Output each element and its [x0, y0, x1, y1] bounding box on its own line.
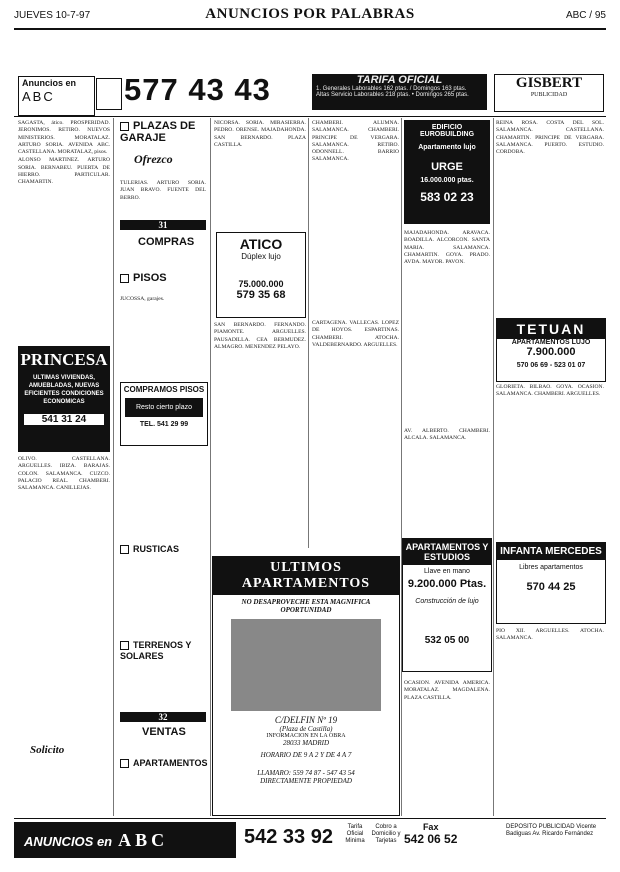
section-rusticas-label: RUSTICAS [133, 544, 180, 554]
classified-column-3 [214, 120, 306, 226]
compramos-title: COMPRAMOS PISOS [123, 385, 205, 394]
column-divider [493, 118, 494, 816]
classified-column-5b [404, 428, 490, 532]
classified-column-2b [120, 296, 206, 376]
classified-column-1 [18, 120, 110, 342]
footer-anuncios-bar [14, 822, 236, 858]
gisbert-sub: PUBLICIDAD [530, 92, 568, 98]
section-rusticas [120, 544, 179, 554]
ventas-number: 32 [120, 712, 206, 722]
tarifa-box [312, 74, 487, 110]
ultimos-addr: C/DELFIN Nº 19 [274, 715, 338, 725]
ultimos-plaza: (Plaza de Castilla) [279, 725, 333, 733]
princesa-ad [18, 346, 110, 452]
classified-text: JUCOSSA, garajes. [120, 296, 165, 302]
apartamentos-estudios-ad [402, 538, 492, 672]
classified-text: CARTAGENA. VALLECAS. LOPEZ DE HOYOS. ESPARTINAS. CHAMBERI. ATOCHA. VALDEBERNARDO. ARGUELLES. [312, 320, 399, 348]
classified-text: NICORSA. SORIA. MIRASIERRA. PEDRO. ORENSE. MAJADAHONDA. SAN BERNARDO. PLAZA CASTILLA. [214, 120, 306, 148]
compras-number: 31 [120, 220, 206, 230]
banner-box-line1: Anuncios en [22, 78, 77, 88]
apart-const: Construcción de lujo [415, 598, 479, 605]
edificio-phone: 583 02 23 [420, 190, 474, 204]
solicito-heading: Solicito [30, 744, 65, 756]
classified-column-3b [214, 322, 306, 548]
ofrezco-heading: Ofrezco [134, 152, 173, 166]
apart-title: APARTAMENTOS Y ESTUDIOS [403, 539, 491, 565]
building-photo [231, 619, 381, 711]
edificio-text: Apartamento lujo [418, 144, 476, 151]
apart-price: 9.200.000 Ptas. [407, 578, 487, 590]
compramos-phone: TEL. 541 29 99 [139, 421, 189, 428]
edificio-title: EDIFICIO EUROBUILDING [419, 124, 475, 138]
classified-column-1b [18, 456, 110, 742]
ventas-heading: VENTAS [142, 726, 186, 738]
atico-phone: 579 35 68 [236, 289, 286, 301]
classified-text: CHAMBERI. ALUMNA. SALAMANCA. CHAMBERI. PRINCIPE DE VERGARA. SALAMANCA. RETIRO. ODONNELL. BARRIO SALAMANCA. [312, 120, 399, 163]
page-number: ABC / 95 [565, 10, 606, 21]
tetuan-phone: 570 06 69 - 523 01 07 [516, 362, 586, 369]
section-terrenos-label: TERRENOS Y SOLARES [120, 640, 192, 661]
atico-price: 75.000.000 [238, 279, 284, 289]
footer-rule [14, 818, 606, 819]
apart-sub: Llave en mano [424, 568, 470, 575]
infanta-title: INFANTA MERCEDES [497, 543, 605, 560]
footer-phone: 542 33 92 [244, 826, 333, 848]
classified-text: TULERIAS. ARTURO SORIA. JUAN BRAVO. FUENTE DEL BERRO. [120, 180, 206, 201]
tetuan-price: 7.900.000 [526, 346, 576, 358]
classified-text: PIO XII. ARGUELLES. ATOCHA. SALAMANCA. [496, 628, 604, 642]
classified-text: SAGASTA, ático. PROSPERIDAD. JERONIMOS. RETIRO. NUEVOS MINISTERIOS. MORATALAZ. ARTURO SORIA. AVENIDA ABC. CASTELLANA. MORATALAZ, pisos. [18, 120, 110, 156]
classified-text: REINA ROSA. COSTA DEL SOL. SALAMANCA. CASTELLANA. CHAMARTIN. PRINCIPE DE VERGARA. SALAMANCA. PUERTO. ESTUDIO. CORDOBA. [496, 120, 604, 156]
classified-column-4 [312, 120, 399, 316]
compramos-sub: Resto cierto plazo [125, 398, 203, 417]
classified-column-4b [312, 320, 399, 548]
ultimos-city: 28033 MADRID [282, 739, 330, 747]
footer-deposito: DEPOSITO PUBLICIDAD Vicente Badiguas Av. Ricardo Fernández [506, 824, 597, 837]
classified-column-5c [404, 680, 490, 814]
gisbert-logo [494, 74, 604, 112]
gisbert-name: GISBERT [515, 75, 583, 91]
atico-title: ATICO [239, 236, 283, 252]
infanta-sub: Libres apartamentos [519, 564, 583, 571]
classified-text: MAJADAHONDA. ARAVACA. BOADILLA. ALCORCON. SANTA MARIA. SALAMANCA. CHAMARTIN. GOYA. PRADO. AVDA. MAYOR. PAVON. [404, 230, 490, 266]
classified-text: GLORIETA. BILBAO. GOYA. OCASION. SALAMANCA. CHAMBERI. ARGUELLES. [496, 384, 604, 398]
tarifa-title: TARIFA OFICIAL [356, 74, 443, 86]
classified-text: ALONSO MARTINEZ. ARTURO SORIA. BERNABEU. PUERTA DE HIERRO. PARTICULAR. CHAMARTIN. [18, 157, 110, 186]
section-terrenos [120, 640, 206, 662]
atico-sub: Dúplex lujo [241, 252, 281, 261]
checkbox-icon [120, 545, 129, 554]
section-apartamentos [120, 758, 208, 768]
ultimos-phone: LLAMARO: 559 74 87 - 547 43 54 [257, 769, 355, 777]
anuncios-abc-box [18, 76, 95, 116]
banner-rule [14, 116, 606, 117]
column-divider [401, 118, 402, 816]
tarifa-line1: 1. Generales Laborables 162 ptas. / Domingos 163 ptas. [316, 86, 467, 92]
column-divider [308, 118, 309, 548]
checkbox-icon [120, 759, 129, 768]
classified-column-5 [404, 230, 490, 426]
princesa-lines: ULTIMAS VIVIENDAS, AMUEBLADAS, NUEVAS EFICIENTES CONDICIONES ECONOMICAS [24, 375, 104, 405]
section-garaje-label: PLAZAS DE GARAJE [120, 120, 196, 144]
classified-text: AV. ALBERTO. CHAMBERI. ALCALA. SALAMANCA. [404, 428, 490, 442]
tetuan-ad [496, 318, 606, 382]
column-divider [210, 118, 211, 816]
compras-heading: COMPRAS [138, 236, 195, 248]
footer-anuncios-en: ANUNCIOS en [24, 834, 113, 849]
atico-ad [216, 232, 306, 318]
footer-cobro: Cobro a Domicilio y Tarjetas [371, 824, 401, 844]
ultimos-title: ULTIMOS APARTAMENTOS [213, 557, 399, 595]
princesa-phone: 541 31 24 [24, 414, 104, 425]
banner-box-line2: ABC [22, 89, 55, 104]
section-pisos [120, 272, 167, 284]
banner-phone: 577 43 43 [124, 72, 271, 107]
checkbox-icon [120, 122, 129, 131]
footer-fax-number: 542 06 52 [404, 832, 458, 846]
footer-fax-label: Fax [422, 822, 439, 832]
checkbox-icon [120, 274, 129, 283]
ultimos-info: INFORMACION EN LA OBRA [266, 733, 346, 739]
edificio-urge: URGE [431, 161, 463, 173]
ultimos-sub: NO DESAPROVECHE ESTA MAGNIFICA OPORTUNIDAD [241, 598, 371, 614]
header-date: JUEVES 10-7-97 [14, 10, 91, 21]
footer-abc: ABC [118, 830, 169, 850]
ultimos-prop: DIRECTAMENTE PROPIEDAD [260, 777, 352, 785]
classified-column-6b [496, 384, 604, 538]
classified-text: OCASION. AVENIDA AMERICA. MORATALAZ. MAGDALENA. PLAZA CASTILLA. [404, 680, 490, 701]
infanta-phone: 570 44 25 [526, 581, 576, 593]
classified-column-2 [120, 180, 206, 216]
section-apartamentos-label: APARTAMENTOS [133, 758, 208, 768]
tetuan-title: TETUAN [497, 319, 605, 339]
checkbox-icon [120, 641, 129, 650]
ultimos-apartamentos-ad [212, 556, 400, 816]
compramos-ad [120, 382, 208, 446]
classified-column-6 [496, 120, 604, 314]
page-title: ANUNCIOS POR PALABRAS [205, 6, 415, 22]
section-pisos-label: PISOS [133, 272, 167, 284]
princesa-title: PRINCESA [20, 350, 108, 369]
ultimos-horario: HORARIO DE 9 A 2 Y DE 4 A 7 [260, 751, 352, 759]
eurobuilding-ad [404, 120, 490, 224]
tarifa-line2: Altas Servicio Laborables 218 ptas. • Domingos 265 ptas. [316, 92, 469, 98]
cards-logo-icon [96, 78, 122, 110]
section-garaje [120, 120, 206, 144]
apart-phone: 532 05 00 [424, 635, 470, 646]
header-rule [14, 28, 606, 30]
classified-text: SAN BERNARDO. FERNANDO. PIAMONTE. ARGUELLES. PAUSADILLA. CEA BERMUDEZ. ALMAGRO. MENENDEZ PELAYO. [214, 322, 306, 350]
infanta-mercedes-ad [496, 542, 606, 624]
tetuan-sub: APARTAMENTOS LUJO [511, 339, 591, 346]
footer-tarifa: Tarifa Oficial Minima [345, 824, 365, 844]
classified-text: OLIVO. CASTELLANA. ARGUELLES. IBIZA. BARAJAS. COLON. SALAMANCA. CUZCO. PALACIO REAL. CHAMBERI. SALAMANCA. CANILLEJAS. [18, 456, 110, 492]
footer-fax [404, 822, 457, 846]
column-divider [113, 118, 114, 816]
edificio-price: 16.000.000 ptas. [420, 177, 474, 184]
classified-column-6c [496, 628, 604, 814]
